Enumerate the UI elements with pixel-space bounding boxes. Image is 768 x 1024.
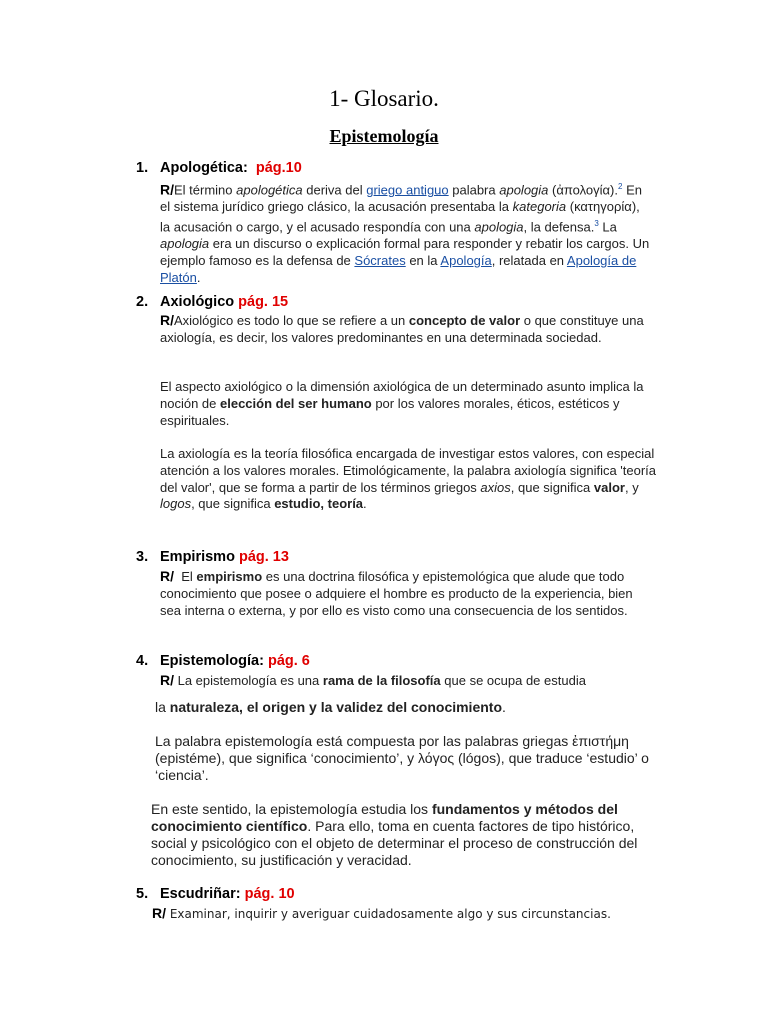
item-term: Apologética: (160, 160, 248, 176)
item-paragraph (155, 699, 655, 716)
text: o que constituye una axiología, es decir, los valores predominantes en una determinada sociedad. (160, 313, 644, 345)
answer-marker: R/ (160, 568, 174, 584)
text: El aspecto axiológico o la dimensión axiológica de un determinado asunto implica la noción de (160, 379, 644, 411)
text: Axiológico es todo lo que se refiere a un (174, 313, 409, 328)
item-definition (160, 568, 645, 619)
text: El término (174, 182, 237, 198)
link-socrates[interactable]: Sócrates (354, 252, 406, 268)
text: (κατηγορία), la acusación o cargo, y el acusado respondía con una (160, 199, 640, 235)
item-page: pág. 15 (238, 294, 289, 310)
item-term: Escudriñar: (160, 886, 241, 902)
item-definition (160, 312, 660, 347)
item-number: 5. (136, 886, 149, 902)
glossary-item-epistemologia (136, 653, 310, 669)
item-page: pág. 10 (244, 886, 295, 902)
text: apologia (160, 236, 210, 252)
item-number: 1. (136, 160, 149, 176)
item-paragraph (155, 733, 655, 784)
glossary-item-escudrinar (136, 886, 295, 902)
answer-marker: R/ (160, 312, 174, 328)
glossary-item-apologetica (136, 160, 302, 176)
section-title: Epistemología (329, 126, 439, 146)
text: por los valores morales, éticos, estéticos y espirituales. (160, 395, 620, 428)
text: , que significa (191, 496, 275, 512)
text: logos (160, 496, 192, 512)
item-number: 3. (136, 549, 149, 565)
text: era un discurso o explicación formal para responder y rebatir los cargos. Un ejemplo famoso es la defensa de (160, 236, 650, 268)
item-page: pág. 13 (238, 549, 289, 565)
text: que se ocupa de estudia (440, 673, 586, 688)
item-number: 2. (136, 294, 149, 310)
text: palabra (448, 182, 500, 198)
item-term: Empirismo (160, 549, 235, 565)
text: valor (593, 479, 625, 495)
text: , que significa (510, 479, 594, 495)
item-definition (160, 672, 650, 690)
answer-marker: R/ (160, 181, 174, 198)
item-term: Axiológico (160, 294, 235, 310)
answer-marker: R/ (152, 905, 166, 921)
text: La (598, 219, 617, 235)
text: la (155, 699, 170, 715)
text: En el sistema jurídico griego clásico, la acusación presentaba la (160, 182, 642, 215)
text: apologia (499, 182, 549, 198)
glossary-item-empirismo (136, 549, 289, 565)
item-paragraph (151, 801, 661, 869)
item-definition (152, 905, 672, 923)
text: , la defensa. (523, 219, 595, 235)
link-apologia[interactable]: Apología (440, 252, 492, 268)
text: elección del ser humano (220, 395, 372, 411)
text: El (174, 569, 197, 584)
text: empirismo (196, 569, 263, 584)
item-number: 4. (136, 653, 149, 669)
text: estudio, teoría (274, 496, 364, 512)
page-title: 1- Glosario. (329, 86, 439, 111)
text: La palabra epistemología está compuesta por las palabras griegas ἐπιστήμη (epistéme), que significa ‘conocimiento’, y λόγος (lógos), que traduce ‘estudio’ o ‘ciencia’. (155, 733, 649, 783)
text: La axiología es la teoría filosófica encargada de investigar estos valores, con especial atención a los valores morales. Etimológicamente, la palabra axiología significa 'teoría del valor', que se forma a partir de los términos griegos (160, 446, 657, 495)
text: En este sentido, la epistemología estudia los (151, 801, 432, 817)
text: concepto de valor (408, 313, 521, 328)
item-page: pág. 6 (267, 653, 310, 669)
item-definition (160, 179, 650, 286)
footnote-link[interactable]: 2 (618, 182, 623, 191)
text: fundamentos y métodos del conocimiento científico (151, 801, 618, 834)
glossary-item-axiologico (136, 294, 288, 310)
link-apologia-de-platon[interactable]: Apología de Platón (160, 252, 637, 285)
text: kategoria (512, 199, 567, 215)
text: (ἀπολογία). (548, 182, 618, 198)
text: naturaleza, el origen y la validez del conocimiento (169, 699, 503, 715)
text: apologética (236, 182, 303, 198)
text: . (196, 269, 201, 285)
text: en la (405, 252, 441, 268)
text: . (363, 496, 367, 512)
text: . (502, 699, 506, 715)
answer-marker: R/ (160, 672, 174, 688)
text: axios (480, 479, 511, 495)
text: La epistemología es una (174, 673, 323, 688)
text: , y (624, 479, 639, 495)
link-griego-antiguo[interactable]: griego antiguo (366, 182, 449, 198)
text: Examinar, inquirir y averiguar cuidadosamente algo y sus circunstancias. (166, 907, 611, 921)
text: es una doctrina filosófica y epistemológica que alude que todo conocimiento que posee o adquiere el hombre es producto de la experiencia, bien sea interna o externa, y por ello es visto como una consecuencia de los sentidos. (160, 569, 633, 618)
text: deriva del (302, 182, 367, 198)
item-paragraph (160, 379, 660, 429)
item-term: Epistemología: (160, 653, 264, 669)
text: , relatada en (491, 252, 567, 268)
item-page: pág.10 (255, 160, 302, 176)
footnote-link[interactable]: 3 (594, 218, 599, 228)
text: rama de la filosofía (322, 673, 441, 688)
text: apologia (474, 219, 524, 235)
item-paragraph (160, 446, 660, 513)
text: . Para ello, toma en cuenta factores de tipo histórico, social y psicológico con el objeto de determinar el proceso de construcción del conocimiento, su justificación y veracidad. (151, 818, 638, 868)
